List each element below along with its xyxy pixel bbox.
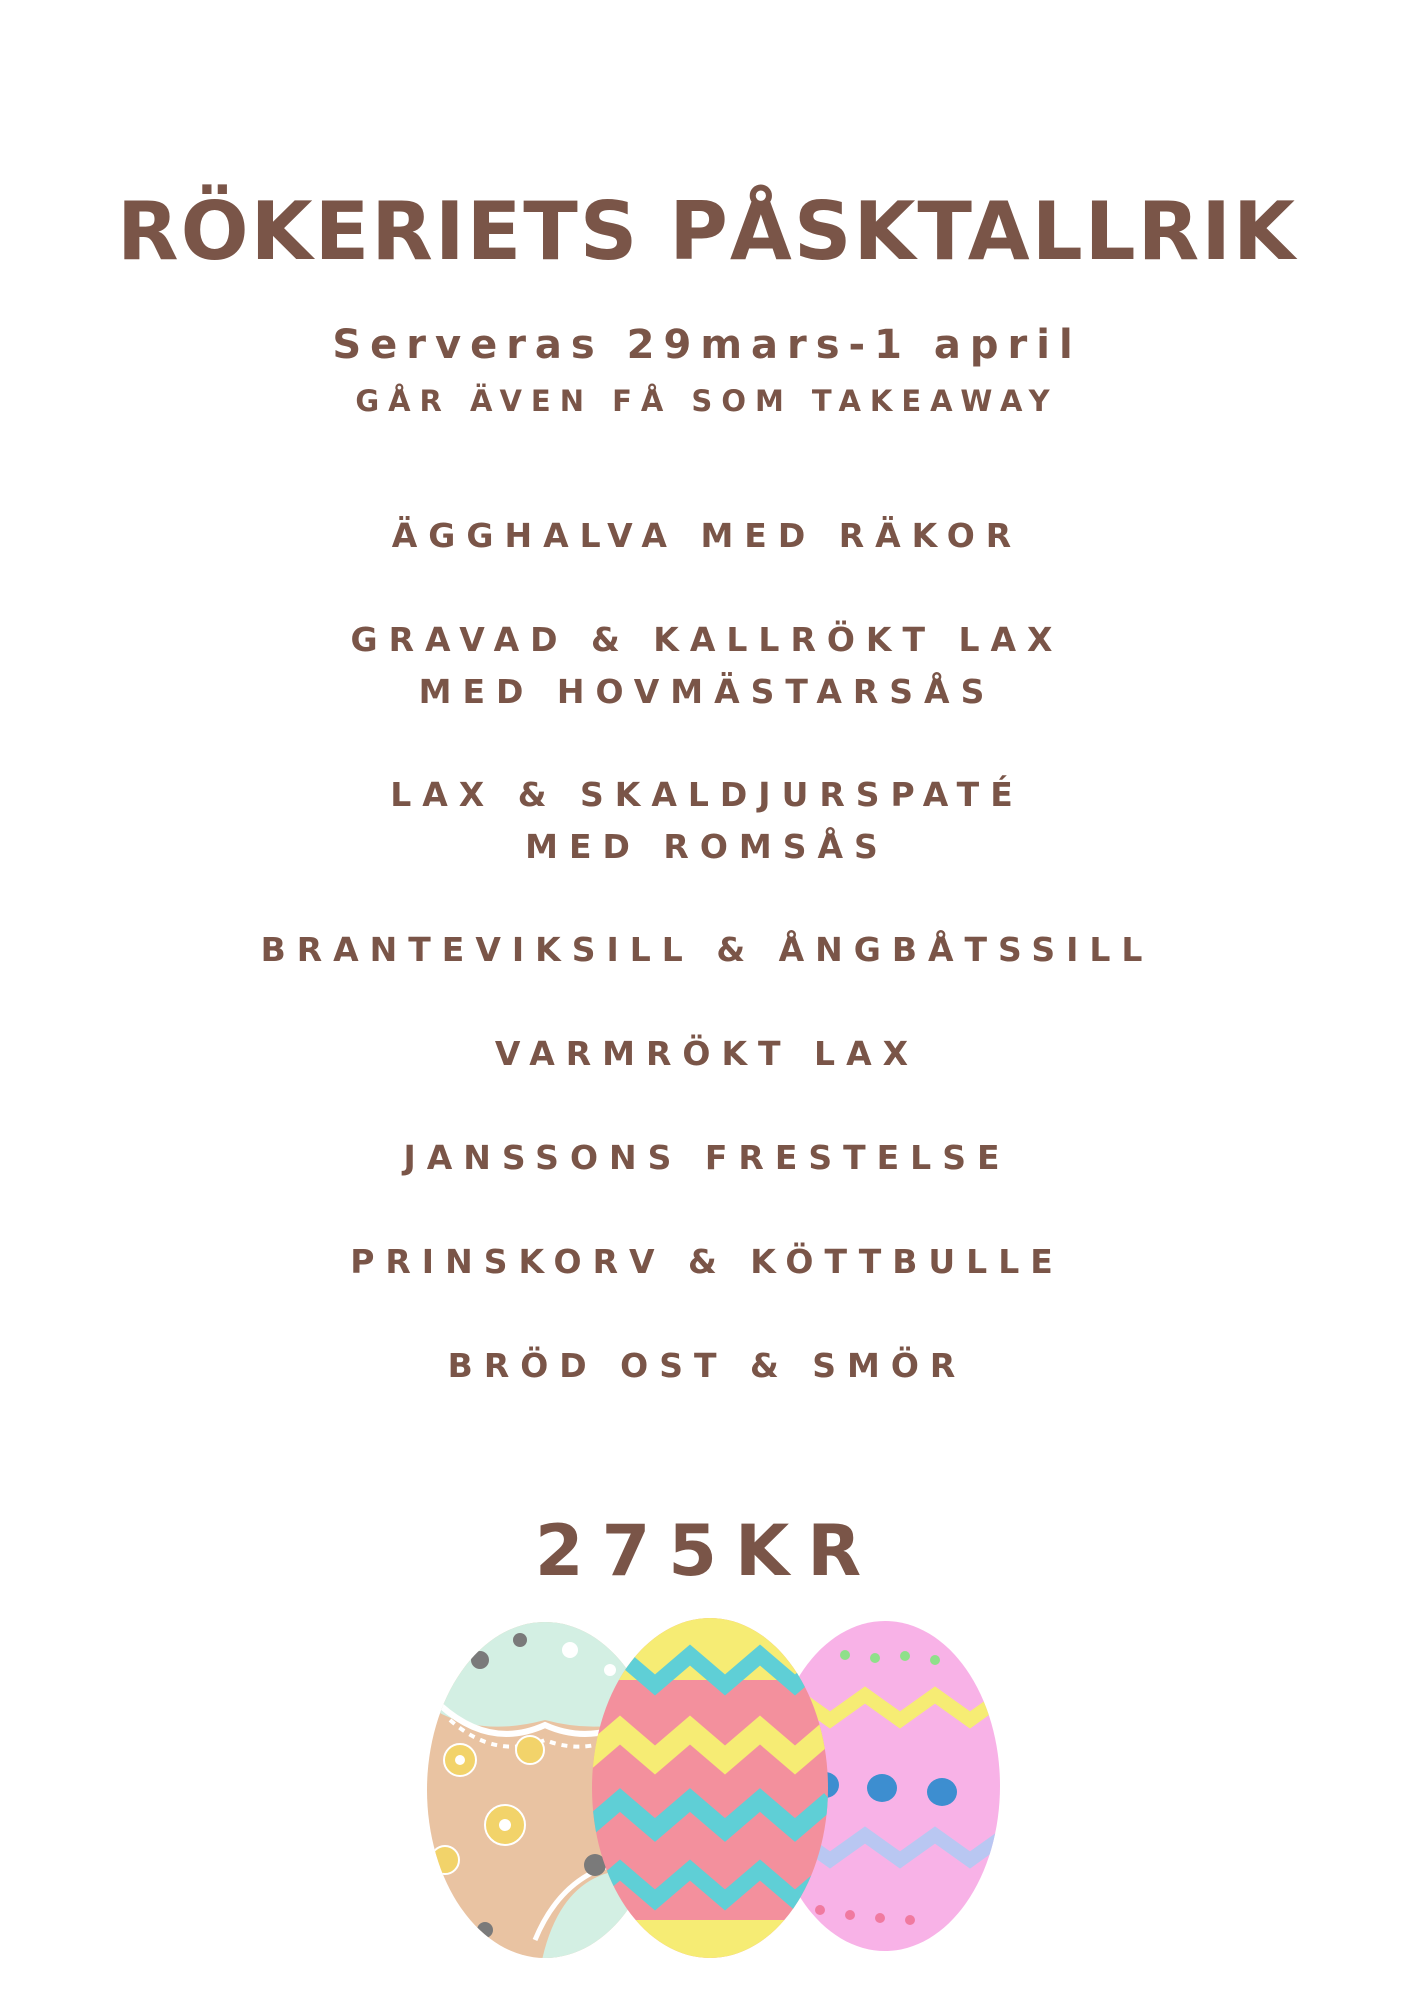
page-title: RÖKERIETS PÅSKTALLRIK [116, 185, 1298, 278]
menu-item: VARMRÖKT LAX [494, 1034, 920, 1073]
menu-item: ÄGGHALVA MED RÄKOR [391, 516, 1023, 555]
price: 275KR [534, 1510, 880, 1592]
takeaway-note: GÅR ÄVEN FÅ SOM TAKEAWAY [355, 384, 1059, 418]
easter-eggs-illustration [420, 1610, 1020, 1970]
menu-item: BRÖD OST & SMÖR [447, 1346, 967, 1385]
menu-item: JANSSONS FRESTELSE [403, 1138, 1011, 1177]
menu-item: BRANTEVIKSILL & ÅNGBÅTSSILL [260, 930, 1154, 969]
menu-item: PRINSKORV & KÖTTBULLE [350, 1242, 1064, 1281]
serving-dates: Serveras 29mars-1 april [332, 322, 1082, 368]
menu-item: LAX & SKALDJURSPATÉ MED ROMSÅS [390, 775, 1024, 866]
menu-item: GRAVAD & KALLRÖKT LAX MED HOVMÄSTARSÅS [350, 620, 1064, 711]
